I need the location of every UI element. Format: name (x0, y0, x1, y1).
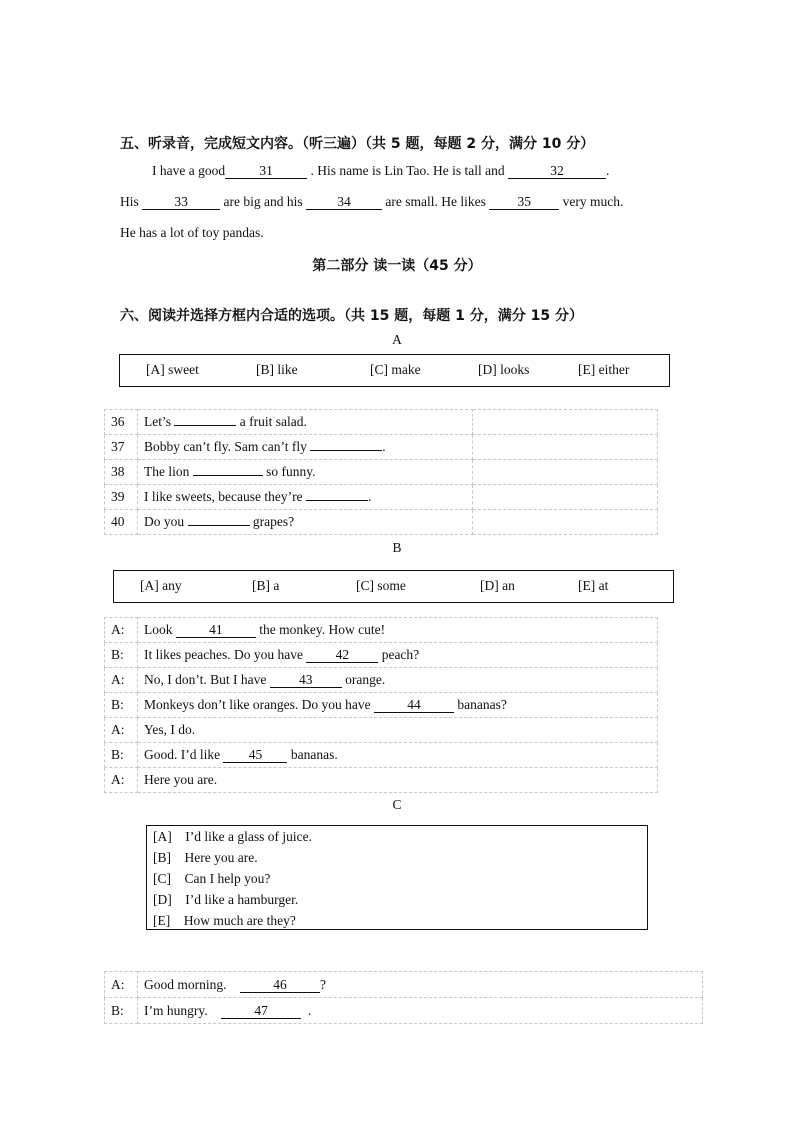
option-b-a: [A] any (140, 578, 182, 593)
speaker-label: B: (105, 743, 138, 768)
option-c-d: [D] I’d like a hamburger. (153, 892, 299, 907)
table-row (105, 618, 658, 643)
section-6-heading: 六、阅读并选择方框内合适的选项。（共 15 题，每题 1 分，满分 15 分） (120, 308, 583, 324)
option-a-d: [D] looks (478, 362, 530, 377)
section-5-heading: 五、听录音，完成短文内容。（听三遍）（共 5 题，每题 2 分，满分 10 分） (120, 136, 595, 152)
dialogue-line: Here you are. (138, 768, 658, 793)
dialogue-line: Yes, I do. (138, 718, 658, 743)
table-row (105, 693, 658, 718)
passage-text: His (120, 194, 139, 209)
question-number: 38 (105, 460, 138, 485)
dialogue-line: Good. I’d like 45 bananas. (138, 743, 658, 768)
answer-cell[interactable] (473, 485, 658, 510)
table-row (105, 485, 658, 510)
speaker-label: A: (105, 768, 138, 793)
question-table-a (104, 409, 658, 535)
table-row (105, 972, 703, 998)
option-a-e: [E] either (578, 362, 630, 377)
option-b-d: [D] an (480, 578, 515, 593)
dialogue-line: I’m hungry. 47 . (138, 998, 703, 1024)
answer-blank[interactable] (174, 425, 236, 426)
answer-blank[interactable] (310, 450, 382, 451)
option-b-b: [B] a (252, 578, 280, 593)
table-row (105, 768, 658, 793)
option-a-a: [A] sweet (146, 362, 199, 377)
question-number: 37 (105, 435, 138, 460)
passage-line-2 (120, 194, 623, 210)
option-b-c: [C] some (356, 578, 406, 593)
answer-blank-45[interactable]: 45 (223, 748, 287, 763)
passage-line-1 (152, 163, 609, 179)
question-number: 40 (105, 510, 138, 535)
dialogue-line: Look 41 the monkey. How cute! (138, 618, 658, 643)
speaker-label: B: (105, 998, 138, 1024)
option-b-e: [E] at (578, 578, 609, 593)
answer-blank[interactable] (188, 525, 250, 526)
subsection-a-label: A (392, 332, 402, 347)
passage-text: . His name is Lin Tao. He is tall and (310, 163, 505, 178)
answer-blank-31[interactable]: 31 (225, 164, 307, 179)
passage-line-3: He has a lot of toy pandas. (120, 225, 264, 240)
table-row (105, 743, 658, 768)
table-row (105, 643, 658, 668)
option-c-a: [A] I’d like a glass of juice. (153, 829, 312, 844)
option-c-c: [C] Can I help you? (153, 871, 271, 886)
answer-blank-42[interactable]: 42 (306, 648, 378, 663)
speaker-label: B: (105, 693, 138, 718)
table-row (105, 718, 658, 743)
answer-blank-43[interactable]: 43 (270, 673, 342, 688)
answer-blank-35[interactable]: 35 (489, 195, 559, 210)
dialogue-table-b (104, 617, 658, 793)
question-number: 39 (105, 485, 138, 510)
question-text: I like sweets, because they’re . (138, 485, 473, 510)
dialogue-line: It likes peaches. Do you have 42 peach? (138, 643, 658, 668)
passage-text: are small. He likes (385, 194, 486, 209)
speaker-label: A: (105, 668, 138, 693)
answer-blank-47[interactable]: 47 (221, 1004, 301, 1019)
answer-cell[interactable] (473, 410, 658, 435)
passage-text: very much. (562, 194, 624, 209)
question-text: Let’s a fruit salad. (138, 410, 473, 435)
question-number: 36 (105, 410, 138, 435)
answer-blank-46[interactable]: 46 (240, 978, 320, 993)
option-box-a (119, 354, 670, 387)
subsection-b-label: B (392, 540, 402, 555)
dialogue-line: No, I don’t. But I have 43 orange. (138, 668, 658, 693)
answer-blank-41[interactable]: 41 (176, 623, 256, 638)
answer-blank-44[interactable]: 44 (374, 698, 454, 713)
answer-blank[interactable] (306, 500, 368, 501)
speaker-label: A: (105, 972, 138, 998)
question-text: Bobby can’t fly. Sam can’t fly . (138, 435, 473, 460)
option-c-b: [B] Here you are. (153, 850, 258, 865)
table-row (105, 460, 658, 485)
option-a-c: [C] make (370, 362, 421, 377)
option-box-b (113, 570, 674, 603)
answer-blank-32[interactable]: 32 (508, 164, 606, 179)
speaker-label: A: (105, 718, 138, 743)
option-box-c (146, 825, 648, 930)
table-row (105, 510, 658, 535)
answer-blank-33[interactable]: 33 (142, 195, 220, 210)
passage-text: I have a good (152, 163, 226, 178)
subsection-c-label: C (392, 797, 402, 812)
dialogue-line: Monkeys don’t like oranges. Do you have 44 bananas? (138, 693, 658, 718)
question-text: The lion so funny. (138, 460, 473, 485)
answer-cell[interactable] (473, 460, 658, 485)
answer-cell[interactable] (473, 510, 658, 535)
table-row (105, 410, 658, 435)
speaker-label: B: (105, 643, 138, 668)
dialogue-table-c (104, 971, 703, 1024)
table-row (105, 668, 658, 693)
dialogue-line: Good morning. 46 ? (138, 972, 703, 998)
table-row (105, 998, 703, 1024)
option-a-b: [B] like (256, 362, 298, 377)
answer-blank-34[interactable]: 34 (306, 195, 382, 210)
part-2-title: 第二部分 读一读（45 分） (312, 258, 482, 274)
passage-text: . (606, 163, 610, 178)
question-text: Do you grapes? (138, 510, 473, 535)
table-row (105, 435, 658, 460)
answer-cell[interactable] (473, 435, 658, 460)
passage-text: are big and his (223, 194, 303, 209)
option-c-e: [E] How much are they? (153, 913, 296, 928)
speaker-label: A: (105, 618, 138, 643)
answer-blank[interactable] (193, 475, 263, 476)
